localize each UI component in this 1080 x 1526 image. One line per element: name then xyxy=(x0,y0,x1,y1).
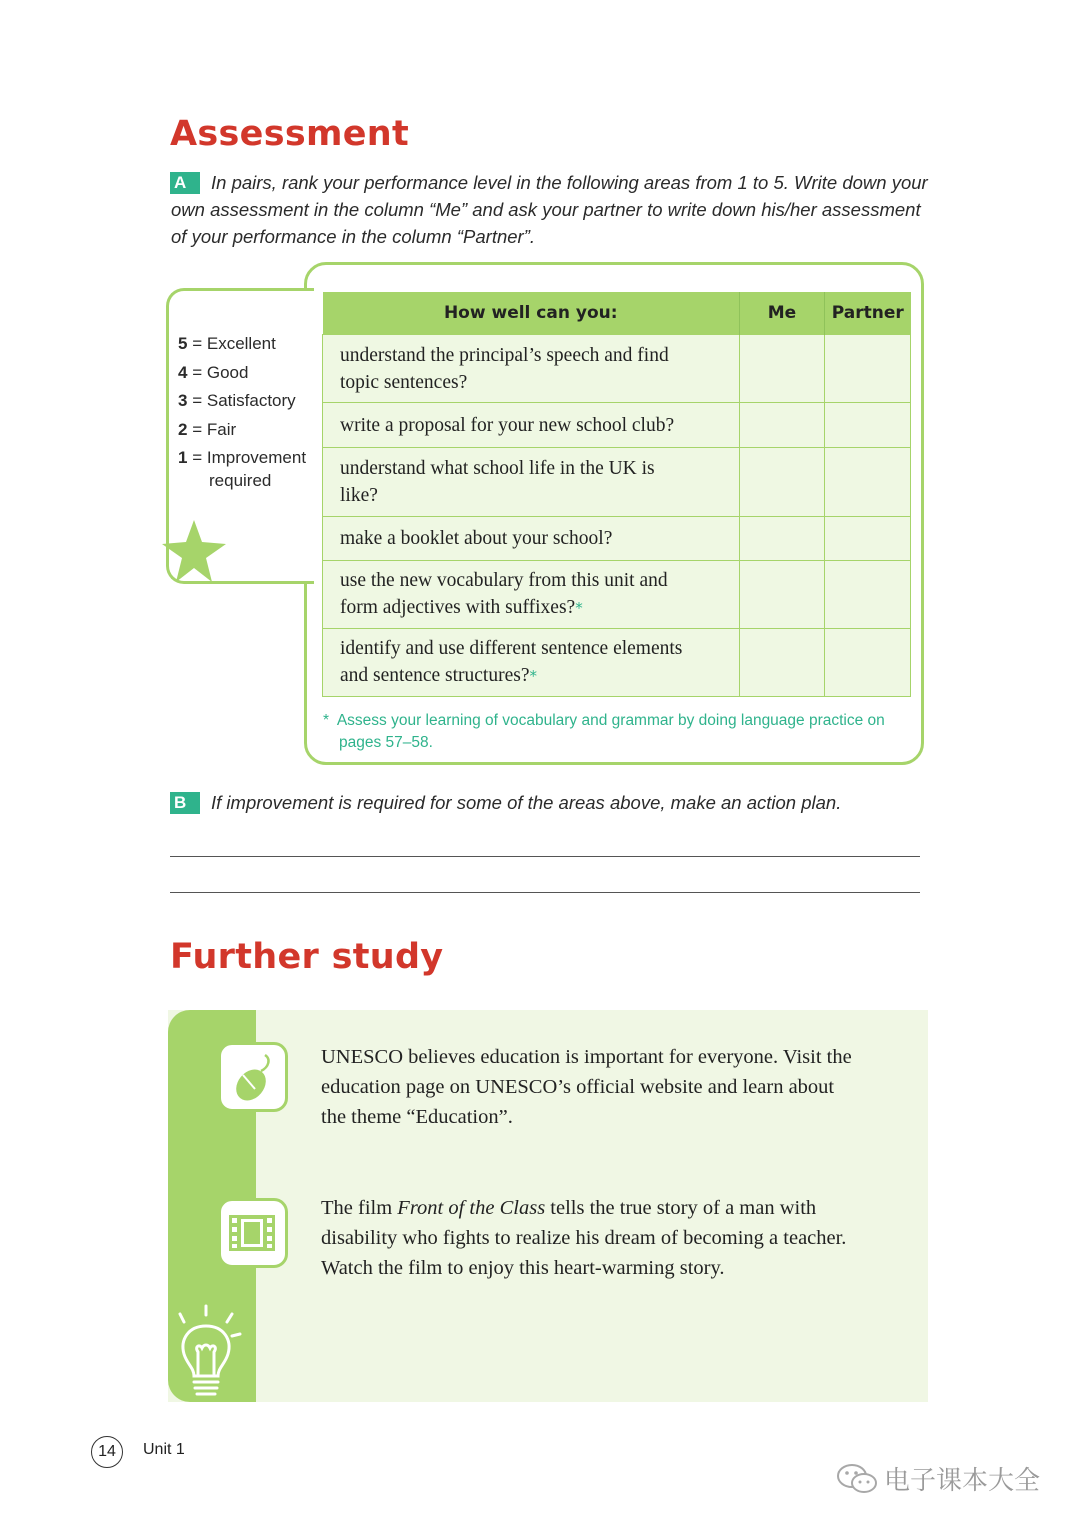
scale-label: = Improvement xyxy=(192,448,307,467)
item2-post: tells the true story of a man with xyxy=(545,1197,817,1219)
scale-num: 1 xyxy=(178,448,188,467)
item2-line3: Watch the film to enjoy this heart-warming story. xyxy=(321,1257,725,1279)
me-cell[interactable] xyxy=(740,517,825,561)
film-icon xyxy=(218,1198,288,1268)
footnote-line1: Assess your learning of vocabulary and grammar by doing language practice on xyxy=(336,712,885,729)
watermark-text: 电子课本大全 xyxy=(884,1466,1041,1496)
unit-label: Unit 1 xyxy=(143,1441,185,1458)
item2-pre: The film xyxy=(321,1197,398,1219)
me-cell[interactable] xyxy=(740,448,825,517)
assessment-table xyxy=(322,292,911,697)
partner-cell[interactable] xyxy=(825,517,911,561)
me-cell[interactable] xyxy=(740,561,825,629)
part-a-badge: A xyxy=(170,172,200,194)
scale-item-1-cont: required xyxy=(209,471,272,490)
part-a-instruction xyxy=(171,169,941,250)
assessment-heading: Assessment xyxy=(170,114,410,154)
table-header-row xyxy=(323,292,911,335)
further-study-item-1 xyxy=(321,1042,911,1132)
scale-num: 2 xyxy=(178,420,188,439)
partner-cell[interactable] xyxy=(825,403,911,448)
film-title: Front of the Class xyxy=(397,1197,546,1219)
header-me: Me xyxy=(740,292,825,335)
table-row xyxy=(323,629,911,697)
part-a-instruction-line3: of your performance in the column “Partner”. xyxy=(171,226,535,247)
me-cell[interactable] xyxy=(740,629,825,697)
table-row xyxy=(323,517,911,561)
skill-line: use the new vocabulary from this unit and xyxy=(340,570,668,591)
assessment-footnote xyxy=(323,710,913,754)
scale-item-4 xyxy=(178,363,248,383)
skill-line: like? xyxy=(340,485,378,506)
scale-item-5 xyxy=(178,334,276,354)
table-row xyxy=(323,335,911,403)
skill-line: make a booklet about your school? xyxy=(340,528,613,549)
skill-line: identify and use different sentence elements xyxy=(340,638,683,659)
skill-cell xyxy=(323,561,740,629)
item2-line1 xyxy=(321,1193,911,1223)
footnote-mark: * xyxy=(323,712,330,729)
skill-line xyxy=(340,662,733,690)
skill-text: and sentence structures? xyxy=(340,665,530,686)
partner-cell[interactable] xyxy=(825,335,911,403)
skill-line: understand what school life in the UK is xyxy=(340,458,655,479)
skill-cell xyxy=(323,335,740,403)
scale-item-1 xyxy=(178,448,306,468)
header-partner: Partner xyxy=(825,292,911,335)
me-cell[interactable] xyxy=(740,403,825,448)
partner-cell[interactable] xyxy=(825,561,911,629)
scale-label: = Good xyxy=(192,363,249,382)
scale-item-3 xyxy=(178,391,296,411)
skill-line xyxy=(340,594,733,622)
star-icon xyxy=(162,518,232,584)
further-study-heading: Further study xyxy=(170,937,444,977)
skill-cell xyxy=(323,448,740,517)
table-row xyxy=(323,561,911,629)
action-plan-line-2[interactable] xyxy=(170,892,920,893)
item1-line2: education page on UNESCO’s official website and learn about xyxy=(321,1076,835,1098)
partner-cell[interactable] xyxy=(825,448,911,517)
scale-num: 4 xyxy=(178,363,188,382)
asterisk-mark: * xyxy=(529,667,537,685)
part-b-badge: B xyxy=(170,792,200,814)
footnote-line2: pages 57–58. xyxy=(339,734,433,751)
skill-text: form adjectives with suffixes? xyxy=(340,597,576,618)
further-study-item-2 xyxy=(321,1193,911,1283)
skill-cell xyxy=(323,403,740,448)
me-cell[interactable] xyxy=(740,335,825,403)
part-b-instruction: If improvement is required for some of the areas above, make an action plan. xyxy=(211,792,842,813)
skill-cell xyxy=(323,629,740,697)
table-row xyxy=(323,403,911,448)
scale-label: = Fair xyxy=(192,420,237,439)
item2-line2: disability who fights to realize his dream of becoming a teacher. xyxy=(321,1227,847,1249)
skill-line: understand the principal’s speech and find xyxy=(340,344,669,366)
skill-line: topic sentences? xyxy=(340,371,468,393)
page-number: 14 xyxy=(91,1436,123,1468)
item1-line1: UNESCO believes education is important for everyone. Visit the xyxy=(321,1046,852,1068)
partner-cell[interactable] xyxy=(825,629,911,697)
part-a-instruction-line1: In pairs, rank your performance level in the following areas from 1 to 5. Write down your xyxy=(211,172,928,193)
item1-line3: the theme “Education”. xyxy=(321,1106,513,1128)
mouse-icon xyxy=(218,1042,288,1112)
scale-label: = Satisfactory xyxy=(192,391,296,410)
part-a-instruction-line2: own assessment in the column “Me” and ask your partner to write down his/her assessment xyxy=(171,199,921,220)
scale-num: 3 xyxy=(178,391,188,410)
scale-label: = Excellent xyxy=(192,334,276,353)
asterisk-mark: * xyxy=(575,599,583,617)
action-plan-line-1[interactable] xyxy=(170,856,920,857)
scale-item-2 xyxy=(178,420,236,440)
skill-line: write a proposal for your new school club? xyxy=(340,414,675,436)
scale-num: 5 xyxy=(178,334,188,353)
table-row xyxy=(323,448,911,517)
skill-cell xyxy=(323,517,740,561)
header-how-well: How well can you: xyxy=(323,292,740,335)
light-bulb-icon xyxy=(166,1304,246,1400)
wechat-icon xyxy=(835,1462,879,1496)
